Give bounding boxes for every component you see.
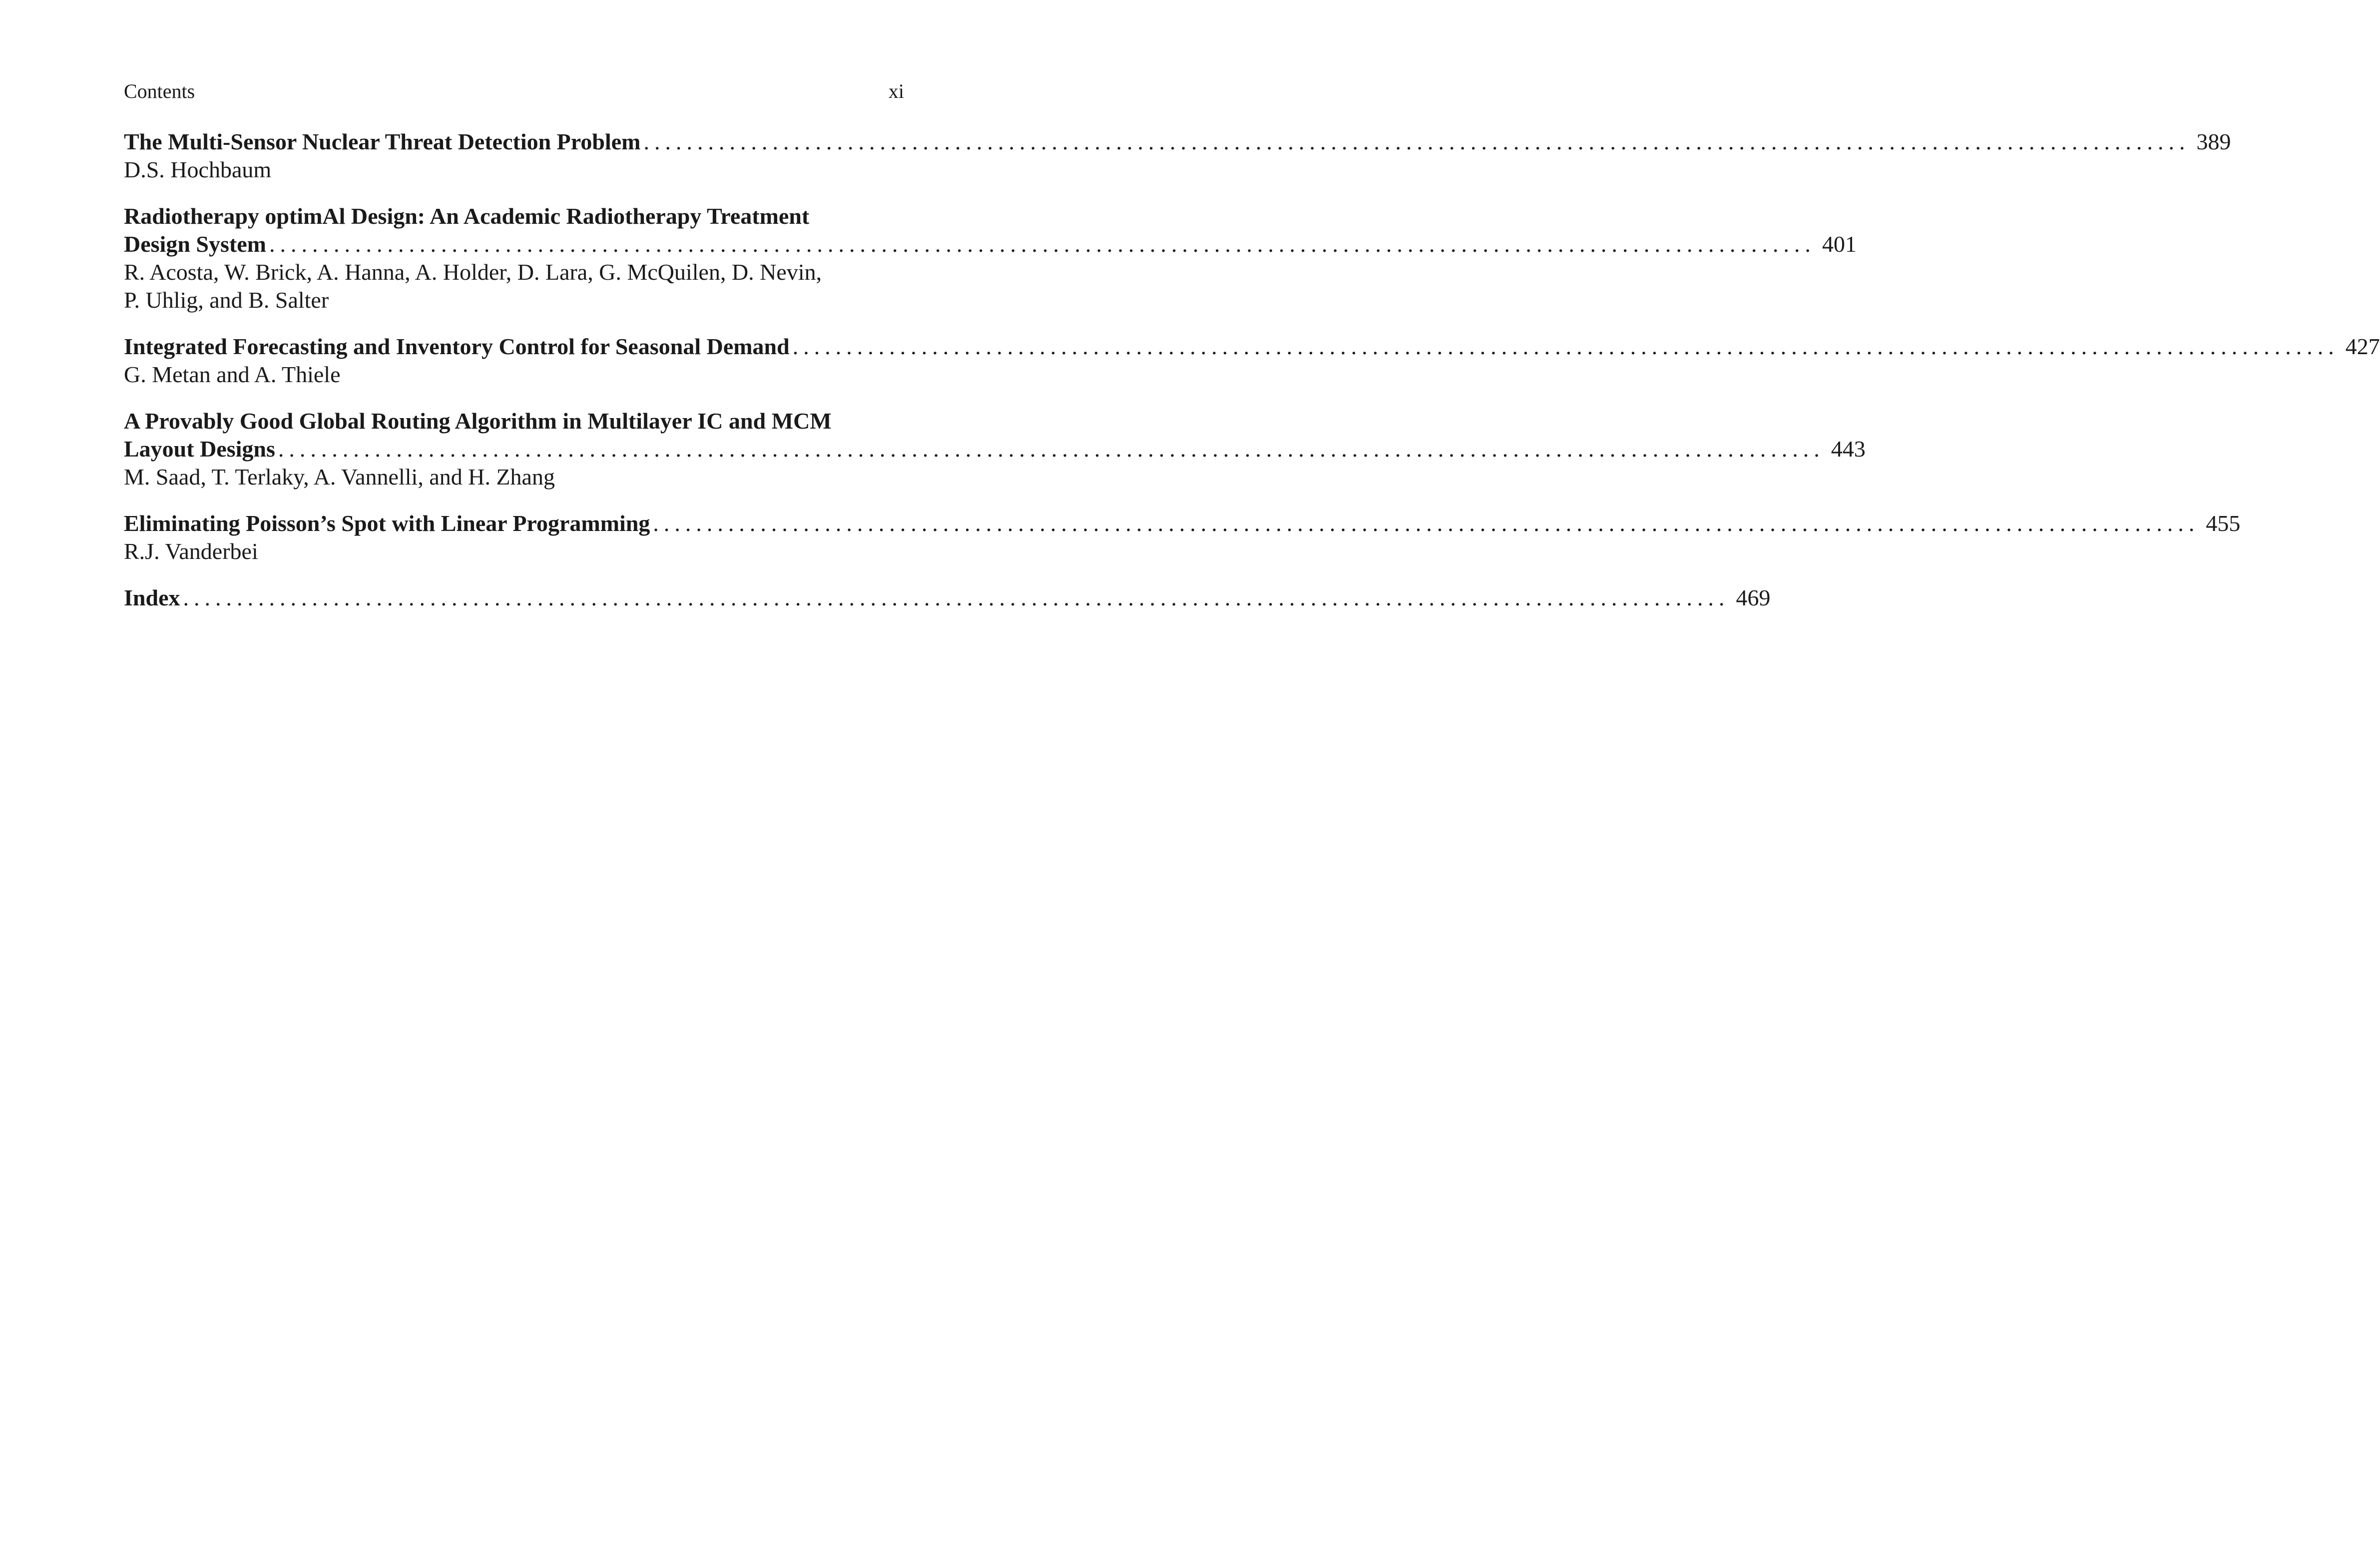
leader-dots: ................................................................................................................................................ <box>653 511 2200 536</box>
toc-entry-authors: D.S. Hochbaum <box>124 157 272 182</box>
toc-entry-leader-line <box>124 510 2241 537</box>
toc-entry-title: Eliminating Poisson’s Spot with Linear Programming <box>124 511 650 536</box>
toc-entry-title-line: A Provably Good Global Routing Algorithm in Multilayer IC and MCM <box>124 408 832 434</box>
table-of-contents <box>124 128 2380 612</box>
toc-entry[interactable] <box>124 584 1771 612</box>
toc-entry-authors: R. Acosta, W. Brick, A. Hanna, A. Holder, D. Lara, G. McQuilen, D. Nevin, <box>124 259 822 285</box>
toc-entry-title: Index <box>124 585 180 610</box>
toc-entry-title: Design System <box>124 231 266 257</box>
leader-dots: ................................................................................................................................................ <box>269 231 1816 257</box>
toc-entry-title-line: Radiotherapy optimAl Design: An Academic Radiotherapy Treatment <box>124 203 810 229</box>
toc-entry-authors: P. Uhlig, and B. Salter <box>124 287 329 313</box>
toc-entry-page-number: 455 <box>2206 511 2241 536</box>
toc-entry-leader-line <box>124 584 1771 612</box>
toc-entry-authors: R.J. Vanderbei <box>124 538 258 564</box>
leader-dots: ................................................................................................................................................ <box>792 334 2339 359</box>
toc-entry-leader-line <box>124 230 1857 258</box>
running-head <box>124 79 904 104</box>
toc-entry[interactable] <box>124 510 2241 565</box>
toc-entry-title: Layout Designs <box>124 436 275 462</box>
toc-entry-leader-line <box>124 128 2231 156</box>
page-number-roman: xi <box>888 80 904 102</box>
toc-entry-authors: M. Saad, T. Terlaky, A. Vannelli, and H. Zhang <box>124 464 555 490</box>
toc-entry-leader-line <box>124 435 1866 463</box>
toc-entry-page-number: 443 <box>1831 436 1866 462</box>
toc-entry-title: The Multi-Sensor Nuclear Threat Detection Problem <box>124 129 641 154</box>
toc-entry-title: Integrated Forecasting and Inventory Control for Seasonal Demand <box>124 334 790 359</box>
toc-entry-authors: G. Metan and A. Thiele <box>124 362 341 387</box>
toc-entry[interactable] <box>124 202 1857 314</box>
toc-entry-page-number: 427 <box>2345 334 2380 359</box>
leader-dots: ................................................................................................................................................ <box>183 585 1730 610</box>
toc-entry[interactable] <box>124 128 2231 184</box>
running-head-section: Contents <box>124 80 195 102</box>
toc-entry-page-number: 401 <box>1822 231 1857 257</box>
toc-entry-leader-line <box>124 333 2380 361</box>
leader-dots: ................................................................................................................................................ <box>278 436 1825 462</box>
toc-entry[interactable] <box>124 407 1866 491</box>
leader-dots: ................................................................................................................................................ <box>643 129 2190 154</box>
toc-entry-page-number: 469 <box>1736 585 1771 610</box>
toc-entry-page-number: 389 <box>2196 129 2231 154</box>
toc-entry[interactable] <box>124 333 2380 389</box>
